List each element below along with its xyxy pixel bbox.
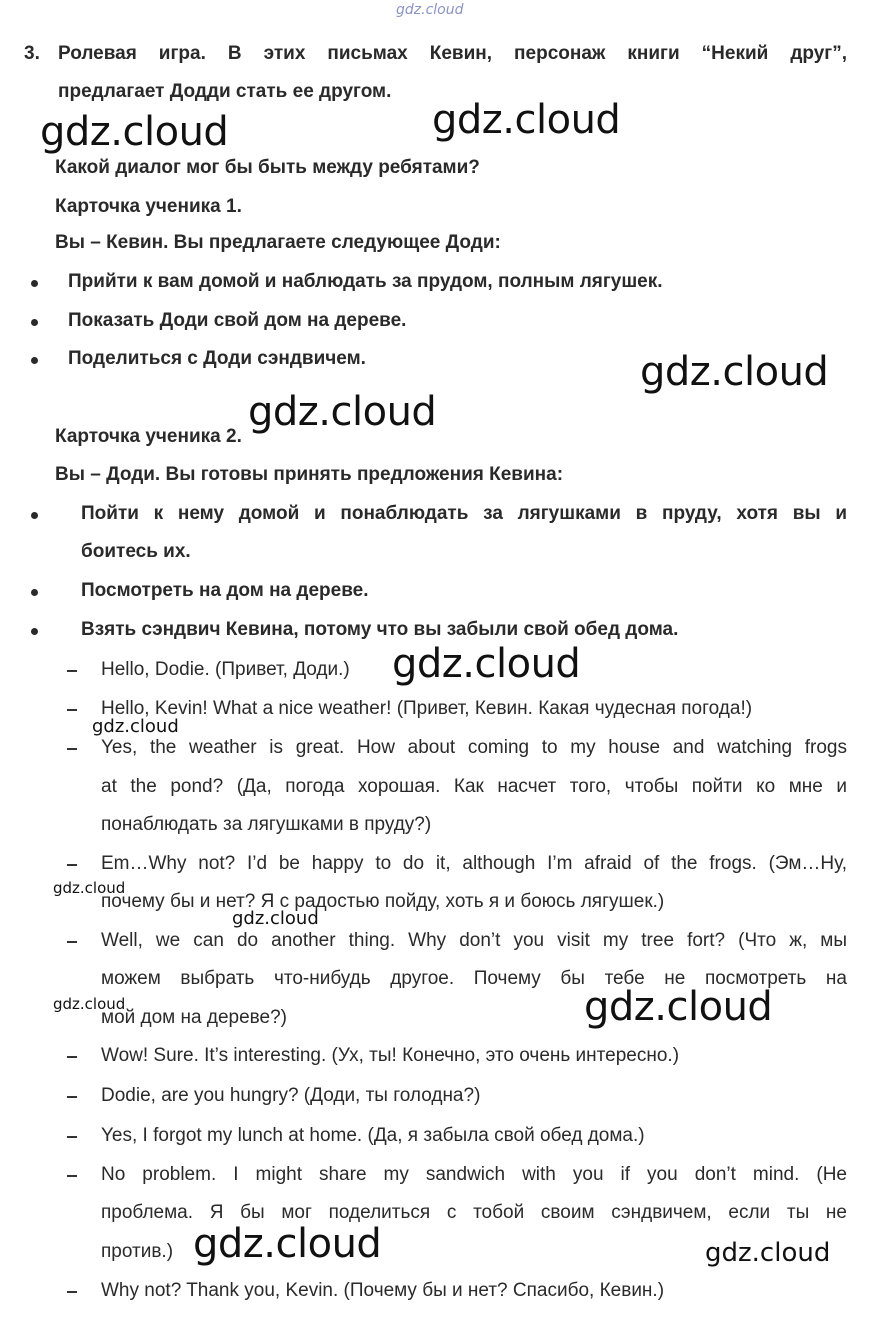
card2-item: Посмотреть на дом на дереве. bbox=[81, 580, 369, 601]
watermark: gdz.cloud bbox=[53, 995, 126, 1013]
task-question: Какой диалог мог бы быть между ребятами? bbox=[55, 157, 480, 178]
dash-icon bbox=[67, 941, 77, 943]
bullet-icon bbox=[31, 280, 38, 287]
dash-icon bbox=[67, 709, 77, 711]
watermark: gdz.cloud bbox=[640, 349, 829, 395]
card1-title: Карточка ученика 1. bbox=[55, 196, 242, 217]
watermark: gdz.cloud bbox=[193, 1221, 382, 1267]
dash-icon bbox=[67, 748, 77, 750]
dialogue-line: Why not? Thank you, Kevin. (Почему бы и нет? Спасибо, Кевин.) bbox=[101, 1280, 665, 1301]
dialogue-line: Em…Why not? I’d be happy to do it, although I’m afraid of the frogs. (Эм…Ну, bbox=[101, 853, 847, 874]
bullet-icon bbox=[31, 357, 38, 364]
watermark: gdz.cloud bbox=[40, 109, 229, 155]
dialogue-line: Wow! Sure. It’s interesting. (Ух, ты! Конечно, это очень интересно.) bbox=[101, 1045, 680, 1066]
dash-icon bbox=[67, 1056, 77, 1058]
watermark: gdz.cloud bbox=[392, 641, 581, 687]
dialogue-line: мой дом на дереве?) bbox=[101, 1007, 287, 1028]
dialogue-line: против.) bbox=[101, 1241, 174, 1262]
dialogue-line: Dodie, are you hungry? (Доди, ты голодна?) bbox=[101, 1085, 481, 1106]
card1-item: Поделиться с Доди сэндвичем. bbox=[68, 348, 366, 369]
watermark: gdz.cloud bbox=[92, 716, 179, 737]
dash-icon bbox=[67, 1136, 77, 1138]
watermark: gdz.cloud bbox=[248, 389, 437, 435]
card2-item: Пойти к нему домой и понаблюдать за лягушками в пруду, хотя вы и bbox=[81, 503, 847, 524]
dialogue-line: No problem. I might share my sandwich with you if you don’t mind. (Не bbox=[101, 1164, 847, 1185]
task-intro-line1: Ролевая игра. В этих письмах Кевин, персонаж книги “Некий друг”, bbox=[58, 43, 847, 64]
watermark: gdz.cloud bbox=[705, 1238, 831, 1268]
dialogue-line: почему бы и нет? Я с радостью пойду, хоть я и боюсь лягушек.) bbox=[101, 891, 665, 912]
dash-icon bbox=[67, 1096, 77, 1098]
watermark: gdz.cloud bbox=[432, 97, 621, 143]
task-number: 3. bbox=[24, 43, 40, 64]
dash-icon bbox=[67, 1291, 77, 1293]
watermark-top: gdz.cloud bbox=[396, 2, 464, 18]
watermark: gdz.cloud bbox=[53, 879, 126, 897]
dialogue-line: Hello, Kevin! What a nice weather! (Привет, Кевин. Какая чудесная погода!) bbox=[101, 698, 753, 719]
dialogue-line: Hello, Dodie. (Привет, Доди.) bbox=[101, 659, 350, 680]
dialogue-line: понаблюдать за лягушками в пруду?) bbox=[101, 814, 432, 835]
card2-item-cont: боитесь их. bbox=[81, 541, 191, 562]
task-intro-line2: предлагает Додди стать ее другом. bbox=[58, 81, 392, 102]
dialogue-line: Yes, I forgot my lunch at home. (Да, я забыла свой обед дома.) bbox=[101, 1125, 645, 1146]
bullet-icon bbox=[31, 319, 38, 326]
dialogue-line: проблема. Я бы мог поделиться с тобой своим сэндвичем, если ты не bbox=[101, 1202, 847, 1223]
bullet-icon bbox=[31, 512, 38, 519]
card1-item: Прийти к вам домой и наблюдать за прудом, полным лягушек. bbox=[68, 271, 663, 292]
bullet-icon bbox=[31, 628, 38, 635]
dash-icon bbox=[67, 1175, 77, 1177]
dialogue-line: Yes, the weather is great. How about coming to my house and watching frogs bbox=[101, 737, 847, 758]
watermark: gdz.cloud bbox=[232, 908, 319, 929]
card2-role: Вы – Доди. Вы готовы принять предложения Кевина: bbox=[55, 464, 564, 485]
card2-item: Взять сэндвич Кевина, потому что вы забыли свой обед дома. bbox=[81, 619, 679, 640]
card1-role: Вы – Кевин. Вы предлагаете следующее Доди: bbox=[55, 232, 501, 253]
bullet-icon bbox=[31, 589, 38, 596]
card2-title: Карточка ученика 2. bbox=[55, 426, 242, 447]
dialogue-line: Well, we can do another thing. Why don’t you visit my tree fort? (Что ж, мы bbox=[101, 930, 847, 951]
dialogue-line: at the pond? (Да, погода хорошая. Как насчет того, чтобы пойти ко мне и bbox=[101, 776, 847, 797]
card1-item: Показать Доди свой дом на дереве. bbox=[68, 310, 407, 331]
dash-icon bbox=[67, 864, 77, 866]
dialogue-line: можем выбрать что-нибудь другое. Почему бы тебе не посмотреть на bbox=[101, 968, 847, 989]
watermark: gdz.cloud bbox=[584, 984, 773, 1030]
dash-icon bbox=[67, 670, 77, 672]
